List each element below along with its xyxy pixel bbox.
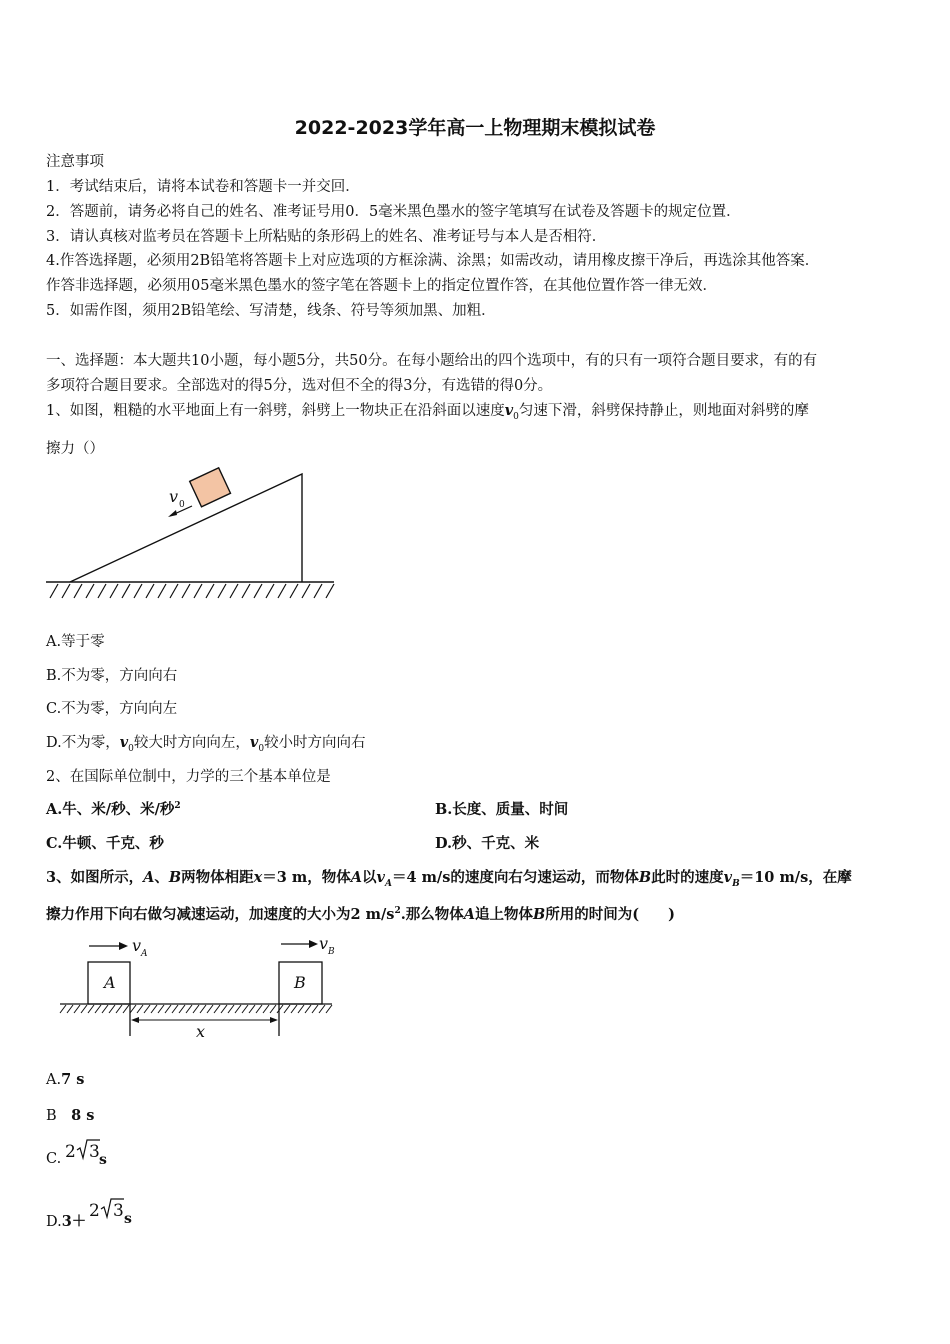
q3-option-d-formula [86,1193,146,1229]
q3-option-d-pre: 3＋ [61,1213,87,1230]
q3-option-c-prefix: C. [46,1151,62,1167]
notice-item: 3．请认真核对监考员在答题卡上所粘贴的条形码上的姓名、准考证号与本人是否相符． [46,229,607,245]
q3-symbol-a: A [143,869,155,886]
q3-option-d [46,1210,86,1231]
q2-option-d: D.秒、千克、米 [435,835,540,852]
q3-sup: 2 [394,906,401,917]
unit: s [99,1152,107,1168]
q3-text: ＝4 m/s的速度向右匀速运动，而物体 [391,869,639,886]
velocity-arrowhead-a [119,942,128,950]
q3-option-d-prefix: D. [46,1214,62,1230]
fig-va-sub: A [141,949,148,959]
notice-item: 作答非选择题，必须用05毫米黑色墨水的签字笔在答题卡上的指定位置作答，在其他位置作答一律无效． [46,278,717,294]
q3-option-a [46,1071,84,1088]
box-b-label: B [294,973,306,992]
q3-symbol-b: B [168,869,182,886]
notice-item: 1．考试结束后，请将本试卷和答题卡一并交回． [46,179,360,195]
q1-option-c: C.不为零，方向向左 [46,701,178,717]
q3-text: ＝10 m/s，在摩 [739,869,852,886]
q3-option-b-value: 8 s [71,1107,95,1124]
q3-symbol-a: A [463,906,476,923]
q1-text: 1、如图，粗糙的水平地面上有一斜劈，斜劈上一物块正在沿斜面以速度 [46,403,505,419]
fig-va-label: v [132,936,142,955]
q3-option-a-prefix: A. [46,1072,62,1088]
velocity-arrowhead-b [309,940,318,948]
q3-text: ＝3 m，物体 [262,869,351,886]
track-hatch [60,1005,332,1013]
section-instructions-line1: 一、选择题：本大题共10小题，每小题5分，共50分。在每小题给出的四个选项中，有的只有一项符合题目要求，有的有 [46,353,818,369]
q2-option-a-sup: 2 [174,801,181,812]
fig-vb-sub: B [328,947,335,957]
q1-v0-subscript: 0 [513,411,519,422]
q3-symbol-vb-sub: B [732,878,740,889]
q3-symbol-x: x [253,869,263,886]
q3-symbol-a: A [350,869,363,886]
q1-option-b: B.不为零，方向向右 [46,668,178,684]
notice-item: 2．答题前，请务必将自己的姓名、准考证号用0．5毫米黑色墨水的签字笔填写在试卷及答题卡的规定位置． [46,204,741,220]
fig-vb-label: v [319,934,329,953]
q1-text: 匀速下滑，斜劈保持静止，则地面对斜劈的摩 [518,403,809,419]
dimension-arrowhead-right [270,1017,278,1023]
q2-option-c: C.牛顿、千克、秒 [46,835,164,852]
q1-option-d-v: v [119,734,129,751]
q2-stem: 2、在国际单位制中，力学的三个基本单位是 [46,769,331,785]
q3-symbol-vb: v [723,869,733,886]
coef: 2 [65,1142,76,1162]
q1-option-d-sub: 0 [128,743,134,754]
q3-option-a-value: 7 s [61,1071,85,1088]
distance-label: x [196,1022,206,1041]
q3-symbol-b: B [638,869,652,886]
q3-text: 此时的速度 [651,869,724,886]
section-instructions-line2: 多项符合题目要求。全部选对的得5分，选对但不全的得3分，有选错的得0分。 [46,378,553,394]
q3-text: 两物体相距 [181,869,254,886]
q1-option-d-v: v [249,734,259,751]
q3-text: 所用的时间为( ) [545,906,676,923]
radicand: 3 [113,1201,124,1221]
notice-heading: 注意事项 [46,154,104,170]
box-a-label: A [104,973,116,992]
q1-v0-symbol: v [504,402,514,419]
q1-option-d-sub: 0 [258,743,265,754]
q3-text: 3、如图所示， [46,869,144,886]
q3-text: 、 [154,869,169,886]
q2-option-b: B.长度、质量、时间 [435,801,569,818]
q3-symbol-va: v [376,869,385,886]
q3-text: 擦力作用下向右做匀减速运动，加速度的大小为2 m/s [46,906,395,923]
q1-option-d-text: 较小时方向向右 [264,735,366,751]
notice-item: 4.作答选择题，必须用2B铅笔将答题卡上对应选项的方框涂满、涂黑；如需改动，请用橡皮擦干净后，再选涂其他答案． [46,253,820,269]
q2-option-a-text: A.牛、米/秒、米/秒 [46,801,175,818]
q3-option-b-prefix: B [46,1108,72,1124]
fig-v0-label: v [169,487,179,506]
page-title: 2022-2023学年高一上物理期末模拟试卷 [294,117,656,139]
fig-v0-sub: 0 [179,500,185,510]
q3-symbol-va-sub: A [384,878,392,889]
q3-symbol-b: B [533,906,546,923]
q1-stem-line2: 擦力（） [46,441,104,457]
q1-option-d-text: 较大时方向向左， [133,735,250,751]
radicand: 3 [89,1142,100,1162]
notice-item: 5．如需作图，须用2B铅笔绘、写清楚，线条、符号等须加黑、加粗． [46,303,496,319]
dimension-arrowhead-left [131,1017,139,1023]
q3-text: 追上物体 [475,906,534,923]
q3-text: .那么物体 [400,906,464,923]
q3-option-c-formula [62,1134,122,1170]
coef: 2 [89,1201,100,1221]
q3-option-b [46,1104,94,1125]
q1-option-a: A.等于零 [46,634,105,650]
q3-text: 以 [362,869,377,886]
q1-option-d-text: D.不为零， [46,735,120,751]
unit: s [124,1211,132,1227]
